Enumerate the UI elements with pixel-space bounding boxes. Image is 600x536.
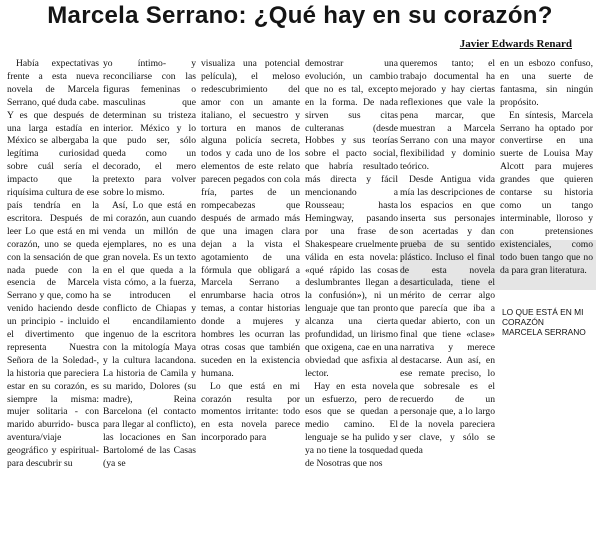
text-column-1: [7, 58, 99, 528]
text-column-3: [201, 58, 300, 528]
paragraph: queremos tanto; el trabajo documental ha mejorado y hay ciertas reflexiones que vale la pena marcar, que muestran a Marcela Serrano con una mayor flexibilidad y dominio teórico.: [400, 58, 495, 173]
paragraph: demostrar una evolución, un cambio que no es tal, excepto en la forma. De nada sirven sus citas culteranas (desde Hobbes y sus teorías sobre el pacto social, que habría resultado más directa y fácil mencionando a Rousseau; hasta Hemingway, pasando por una frase de Shakespeare cruelmente válida en esta novela: «qué rápido las cosas deslumbrantes llegan a la confusión»), ni un lenguaje que tan pronto alcanza una cierta profundidad, un lirismo que oxigena, cae en una obviedad que asfixia al lector.: [305, 58, 398, 379]
paragraph: en un esbozo confuso, en una suerte de fantasma, sin ningún propósito.: [500, 58, 593, 108]
text-column-6: [500, 58, 593, 308]
text-column-5: [400, 58, 495, 528]
text-column-4: [305, 58, 398, 528]
paragraph: yo íntimo- y reconciliarse con las figuras femeninas o masculinas que determinan su tristeza interior. México y lo que pudo ser, sólo queda como un decorado, el mero pretexto para volver sobre lo mismo.: [103, 58, 196, 199]
article-headline: Marcela Serrano: ¿Qué hay en su corazón?: [47, 2, 553, 29]
paragraph: Había expectativas frente a esta nueva novela de Marcela Serrano, qué duda cabe. Y es que después de una larga estadía en México se albergaba la legítima curiosidad sobre cuál sería el impacto que la riquísima cultura de ese país tendría en la escritora. Después de leer Lo que está en mi corazón, uno se queda con la sensación de que nada puede con la esencia de Marcela Serrano y que, como ha venido haciendo desde un principio - incluido el divertimento que representa Nuestra Señora de la Soledad-, la historia que pareciera estar en su corazón, es siempre la misma: mujer solitaria - con marido aburrido- busca aventura/viaje geográfico y espiritual- para descubrir su: [7, 58, 99, 470]
paragraph: Hay en esta novela un esfuerzo, pero de esos que se quedan a medio camino. El lenguaje se ha pulido y ya no tiene la tosquedad de Nosotras que nos: [305, 380, 398, 470]
paragraph: Lo que está en mi corazón resulta por momentos irritante: todo en esta novela parece incorporado para: [201, 380, 300, 444]
book-title: LO QUE ESTÁ EN MI CORAZÓN: [502, 307, 584, 327]
paragraph: visualiza una potencial película), el meloso redescubrimiento del amor con un amante italiano, el secuestro y tortura en manos de alguna policía secreta, todos y cada uno de los elementos de este relato parecen pegados con cola fría, partes de un rompecabezas que después de armado más que una imagen clara dejan a la vista el agotamiento de una fórmula que obligará a Marcela Serrano a enrumbarse hacia otros temas, a contar historias donde a mujeres y hombres les ocurran las otras cosas que también suceden en la existencia humana.: [201, 58, 300, 379]
author-byline: Javier Edwards Renard: [459, 38, 572, 50]
paragraph: Así, Lo que está en mi corazón, aun cuando venda un millón de ejemplares, no es una gran novela. Es un texto en el que queda a la vista cómo, a la fuerza, se introducen el conflicto de Chiapas y el encandilamiento ingenuo de la escritora con la mitología Maya y la cultura lacandona. La historia de Camila y su marido, Dolores (su madre), Reina Barcelona (el contacto para llegar al conflicto), las locaciones en San Bartolomé de las Casas (ya se: [103, 199, 196, 470]
book-signature: [502, 307, 598, 337]
text-column-2: [103, 58, 196, 528]
article-body: [0, 58, 600, 536]
paragraph: En síntesis, Marcela Serrano ha optado por convertirse en una suerte de Louisa May Alcott para mujeres grandes que quieren contarse su historia como un tango interminable, lloroso y con pretensiones existenciales, como todo buen tango que no da para gran literatura.: [500, 109, 593, 276]
paragraph: Desde Antigua vida mía las descripciones de los espacios en que inserta sus personajes son acertadas y dan prueba de su sentido plástico. Incluso el final de esta novela desarticulada, tiene el mérito de cerrar algo que parecía que iba a quedar abierto, con un final que tiene «clase» narrativa y merece destacarse. Aun así, en ese remate preciso, lo que sobresale es el recuerdo de un personaje que, a lo largo de la novela pareciera ser clave, y sólo se queda: [400, 174, 495, 457]
book-author: MARCELA SERRANO: [502, 327, 586, 337]
